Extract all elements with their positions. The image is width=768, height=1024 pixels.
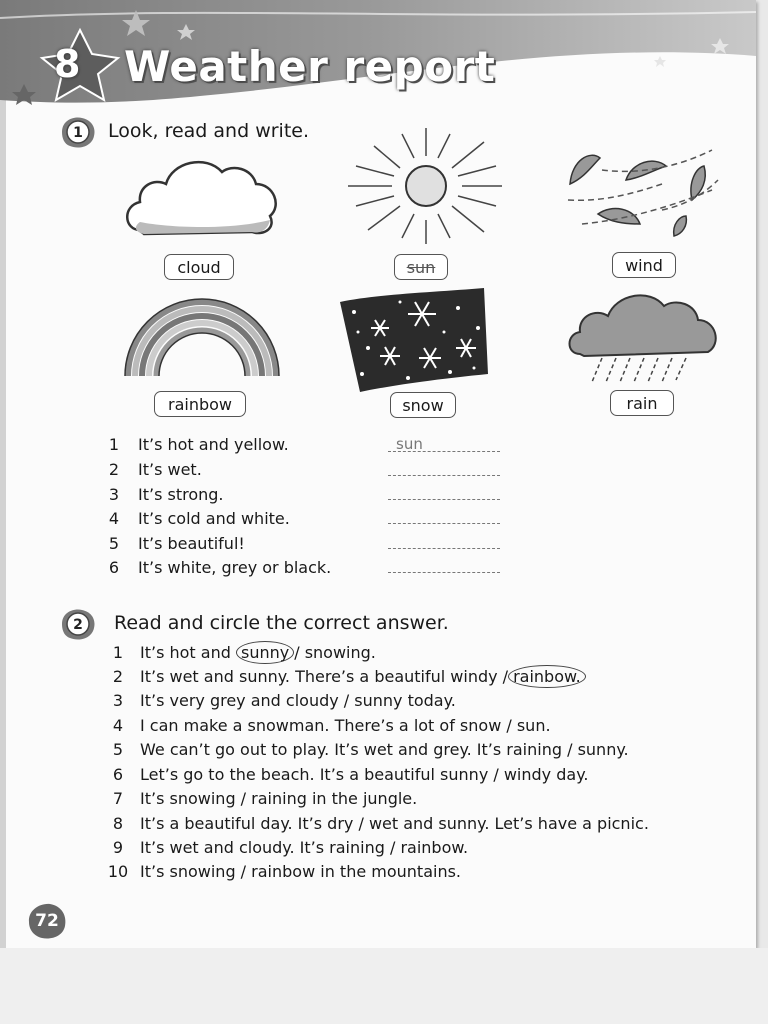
item-number: 8 bbox=[112, 814, 124, 833]
item-text: I can make a snowman. There’s a lot of snow / sun. bbox=[140, 716, 551, 735]
item-number: 1 bbox=[112, 643, 124, 662]
item-number: 10 bbox=[107, 862, 129, 881]
item-text bbox=[140, 643, 376, 662]
snow-icon bbox=[338, 288, 490, 392]
answer-field[interactable] bbox=[388, 557, 500, 573]
label-rainbow: rainbow bbox=[154, 391, 246, 417]
item-text: It’s snowing / raining in the jungle. bbox=[140, 789, 418, 808]
exercise-1-number: 1 bbox=[73, 125, 83, 141]
label-cloud: cloud bbox=[164, 254, 234, 280]
exercise-1-instruction: Look, read and write. bbox=[108, 120, 310, 142]
exercise-2-number: 2 bbox=[73, 617, 83, 633]
question-number: 1 bbox=[108, 435, 120, 454]
item-text bbox=[140, 667, 586, 686]
scan-background bbox=[0, 948, 768, 1024]
rainbow-icon bbox=[122, 294, 282, 378]
question-number: 5 bbox=[108, 534, 120, 553]
question-number: 2 bbox=[108, 460, 120, 479]
answer-field[interactable]: sun bbox=[388, 436, 500, 452]
item-text: We can’t go out to play. It’s wet and grey. It’s raining / sunny. bbox=[140, 740, 629, 759]
item-text-before: It’s wet and sunny. There’s a beautiful windy / bbox=[140, 667, 509, 686]
question-text: It’s strong. bbox=[138, 485, 224, 504]
question-text: It’s beautiful! bbox=[138, 534, 245, 553]
question-text: It’s white, grey or black. bbox=[138, 558, 332, 577]
item-number: 4 bbox=[112, 716, 124, 735]
item-number: 7 bbox=[112, 789, 124, 808]
unit-number: 8 bbox=[54, 42, 81, 86]
item-number: 6 bbox=[112, 765, 124, 784]
item-number: 5 bbox=[112, 740, 124, 759]
label-wind: wind bbox=[612, 252, 676, 278]
question-text: It’s cold and white. bbox=[138, 509, 290, 528]
item-text-before: It’s hot and bbox=[140, 643, 236, 662]
question-number: 6 bbox=[108, 558, 120, 577]
sun-icon bbox=[344, 126, 504, 246]
wind-icon bbox=[562, 140, 722, 244]
page-title: Weather report bbox=[124, 42, 496, 91]
circled-answer: sunny bbox=[236, 641, 294, 664]
answer-field[interactable] bbox=[388, 460, 500, 476]
page-edge bbox=[0, 0, 6, 948]
answer-field[interactable] bbox=[388, 484, 500, 500]
item-text: It’s a beautiful day. It’s dry / wet and sunny. Let’s have a picnic. bbox=[140, 814, 649, 833]
label-snow: snow bbox=[390, 392, 456, 418]
exercise-1-badge bbox=[58, 114, 98, 150]
item-number: 2 bbox=[112, 667, 124, 686]
label-rain: rain bbox=[610, 390, 674, 416]
page-number: 72 bbox=[35, 911, 59, 931]
question-number: 3 bbox=[108, 485, 120, 504]
question-text: It’s hot and yellow. bbox=[138, 435, 289, 454]
item-text: It’s snowing / rainbow in the mountains. bbox=[140, 862, 461, 881]
item-text-after: / snowing. bbox=[294, 643, 376, 662]
label-sun: sun bbox=[394, 254, 448, 280]
item-text: It’s wet and cloudy. It’s raining / rainbow. bbox=[140, 838, 469, 857]
circled-answer: rainbow. bbox=[508, 665, 586, 688]
question-number: 4 bbox=[108, 509, 120, 528]
cloud-icon bbox=[120, 150, 282, 242]
exercise-2-instruction: Read and circle the correct answer. bbox=[114, 612, 449, 634]
answer-field[interactable] bbox=[388, 533, 500, 549]
question-text: It’s wet. bbox=[138, 460, 202, 479]
item-text: Let’s go to the beach. It’s a beautiful sunny / windy day. bbox=[140, 765, 589, 784]
item-text: It’s very grey and cloudy / sunny today. bbox=[140, 691, 456, 710]
item-number: 3 bbox=[112, 691, 124, 710]
answer-field[interactable] bbox=[388, 508, 500, 524]
exercise-2-badge bbox=[58, 606, 98, 642]
rain-icon bbox=[566, 284, 722, 384]
item-number: 9 bbox=[112, 838, 124, 857]
